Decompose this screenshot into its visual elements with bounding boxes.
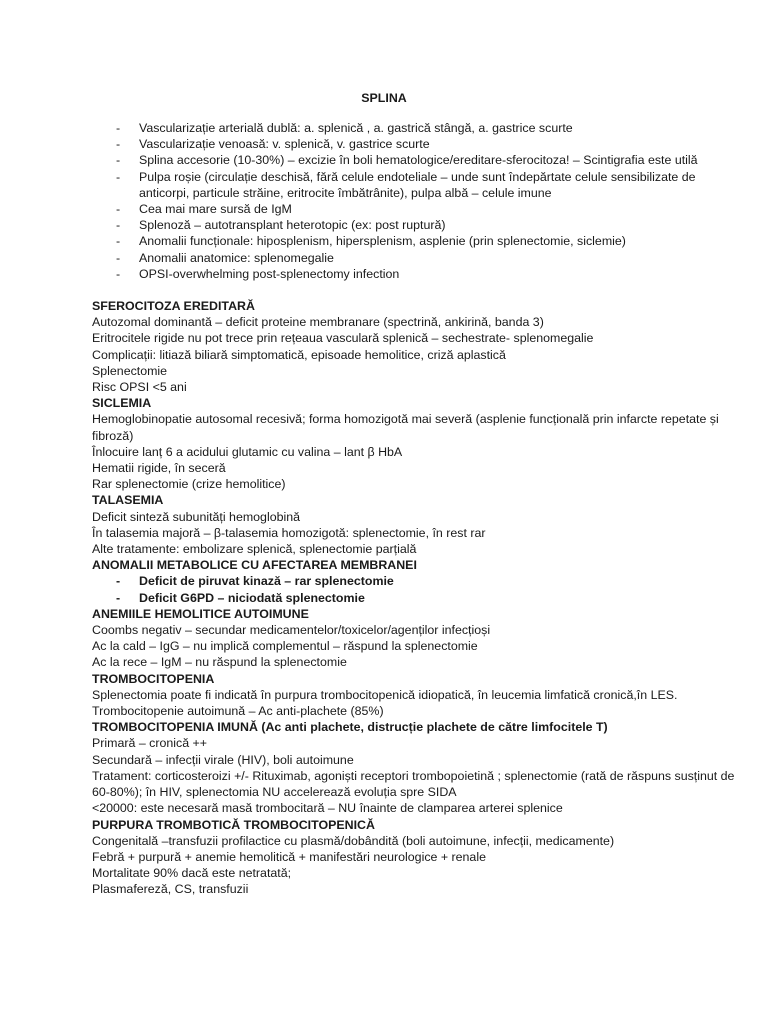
list-item: - Cea mai mare sursă de IgM: [116, 202, 292, 217]
paragraph: Alte tratamente: embolizare splenică, splenectomie parțială: [92, 542, 417, 557]
dash-icon: -: [116, 153, 121, 168]
paragraph: Ac la rece – IgM – nu răspund la splenectomie: [92, 655, 347, 670]
list-item: - Anomalii anatomice: splenomegalie: [116, 250, 334, 265]
list-item: - Splina accesorie (10-30%) – excizie în boli hematologice/ereditare-sferocitoza! – Scintigrafia este utilă: [116, 153, 698, 168]
paragraph: Înlocuire lanț 6 a acidului glutamic cu valina – lant β HbA: [92, 444, 403, 459]
list-item: - Splenoză – autotransplant heterotopic (ex: post ruptură): [116, 218, 446, 233]
list-item: - Anomalii funcționale: hiposplenism, hipersplenism, asplenie (prin splenectomie, siclemie): [116, 234, 626, 249]
section-heading: TROMBOCITOPENIA IMUNĂ (Ac anti plachete, distrucție plachete de către limfocitele T): [92, 720, 608, 735]
list-item: - Pulpa roșie (circulație deschisă, fără celule endoteliale – unde sunt îndepărtate celule sensibilizate de anticorpi, particule străine, eritrocite îmbătrânite), pulpa albă – celule imune: [116, 169, 696, 200]
list-item: - Deficit de piruvat kinază – rar splenectomie: [116, 574, 394, 589]
paragraph: Hemoglobinopatie autosomal recesivă; forma homozigotă mai severă (asplenie funcțională prin infarcte repetate și fibroză): [92, 412, 719, 443]
section-heading: ANEMIILE HEMOLITICE AUTOIMUNE: [92, 606, 309, 621]
list-item: - Deficit G6PD – niciodată splenectomie: [116, 590, 365, 605]
dash-icon: -: [116, 234, 121, 249]
paragraph: Primară – cronică ++: [92, 736, 208, 751]
paragraph: Plasmafereză, CS, transfuzii: [92, 882, 249, 897]
sub-bullet-list: [92, 573, 742, 605]
dash-icon: -: [116, 266, 121, 281]
dash-icon: -: [116, 121, 121, 135]
dash-icon: -: [116, 137, 121, 152]
paragraph: Eritrocitele rigide nu pot trece prin rețeaua vasculară splenică – sechestrate- splenomegalie: [92, 331, 594, 346]
document-body: [92, 298, 742, 898]
section-heading: PURPURA TROMBOTICĂ TROMBOCITOPENICĂ: [92, 817, 375, 832]
dash-icon: -: [116, 574, 121, 589]
paragraph: Splenectomie: [92, 363, 168, 378]
section-heading: SICLEMIA: [92, 396, 152, 411]
intro-bullet-list: [92, 120, 732, 282]
paragraph: Febră + purpură + anemie hemolitică + manifestări neurologice + renale: [92, 849, 486, 864]
paragraph: Congenitală –transfuzii profilactice cu plasmă/dobândită (boli autoimune, infecții, medicamente): [92, 833, 615, 848]
list-item: - Vascularizație arterială dublă: a. splenică , a. gastrică stângă, a. gastrice scurte: [116, 121, 573, 135]
paragraph: Tratament: corticosteroizi +/- Rituximab, agoniști receptori trombopoietină ; splenectomie (rată de răspuns susținut de 60-80%); în HIV, splenectomia NU accelerează evoluția spre SIDA: [92, 768, 735, 800]
paragraph: Autozomal dominantă – deficit proteine membranare (spectrină, ankirină, banda 3): [92, 315, 544, 330]
paragraph: Mortalitate 90% dacă este netratată;: [92, 866, 292, 881]
paragraph: Trombocitopenie autoimună – Ac anti-plachete (85%): [92, 704, 384, 719]
dash-icon: -: [116, 590, 121, 605]
dash-icon: -: [116, 202, 121, 217]
paragraph: Coombs negativ – secundar medicamentelor/toxicelor/agenților infecțioși: [92, 623, 491, 638]
paragraph: Risc OPSI <5 ani: [92, 380, 187, 395]
page-title: SPLINA: [361, 91, 407, 105]
paragraph: <20000: este necesară masă trombocitară – NU înainte de clamparea arterei splenice: [92, 801, 563, 816]
section-heading: TROMBOCITOPENIA: [92, 671, 215, 686]
paragraph: Complicații: litiază biliară simptomatică, episoade hemolitice, criză aplastică: [92, 347, 506, 362]
dash-icon: -: [116, 250, 121, 265]
paragraph: Ac la cald – IgG – nu implică complementul – răspund la splenectomie: [92, 639, 478, 654]
dash-icon: -: [116, 169, 121, 184]
paragraph: Deficit sinteză subunități hemoglobină: [92, 509, 301, 524]
list-item: - Vascularizație venoasă: v. splenică, v. gastrice scurte: [116, 137, 430, 152]
list-item: - OPSI-overwhelming post-splenectomy infection: [116, 266, 400, 281]
paragraph: Secundară – infecții virale (HIV), boli autoimune: [92, 752, 354, 767]
paragraph: Splenectomia poate fi indicată în purpura trombocitopenică idiopatică, în leucemia limfatică cronică,în LES.: [92, 687, 678, 702]
paragraph: Rar splenectomie (crize hemolitice): [92, 477, 286, 492]
section-heading: SFEROCITOZA EREDITARĂ: [92, 299, 255, 313]
paragraph: Hematii rigide, în seceră: [92, 461, 226, 476]
section-heading: ANOMALII METABOLICE CU AFECTAREA MEMBRANEI: [92, 558, 417, 573]
paragraph: În talasemia majoră – β-talasemia homozigotă: splenectomie, în rest rar: [92, 525, 486, 540]
section-heading: TALASEMIA: [92, 493, 164, 508]
dash-icon: -: [116, 218, 121, 233]
